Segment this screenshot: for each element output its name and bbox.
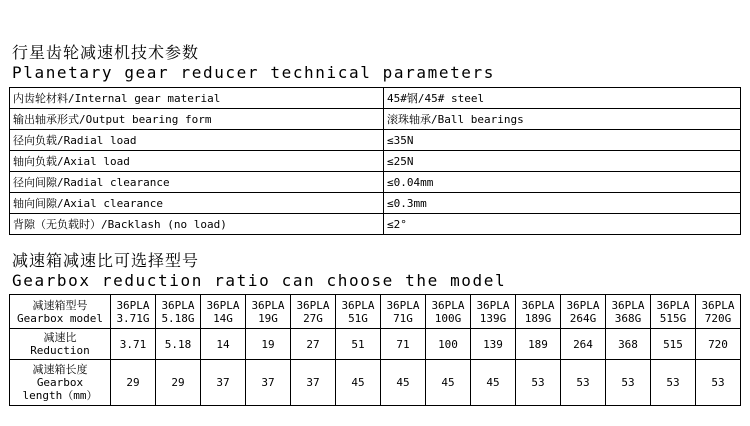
length-cell: 45 (471, 360, 516, 406)
reduction-cell: 368 (606, 329, 651, 360)
length-cell: 45 (426, 360, 471, 406)
model-series: 36PLA (701, 298, 735, 312)
length-cell: 53 (651, 360, 696, 406)
model-ratio: 515G (659, 311, 687, 325)
model-series: 36PLA (611, 298, 645, 312)
model-cell (561, 295, 606, 329)
model-ratio: 51G (348, 311, 368, 325)
model-series: 36PLA (656, 298, 690, 312)
model-cell (156, 295, 201, 329)
reduction-cell: 19 (246, 329, 291, 360)
length-cell: 53 (696, 360, 741, 406)
length-header-en2: length（mm） (22, 389, 98, 402)
model-cell (246, 295, 291, 329)
length-cell: 29 (156, 360, 201, 406)
reduction-row (10, 329, 741, 360)
model-header-cn: 减速箱型号 (32, 298, 88, 312)
reduction-cell: 189 (516, 329, 561, 360)
model-ratio: 5.18G (161, 311, 195, 325)
model-ratio: 14G (213, 311, 233, 325)
params-title-cn: 行星齿轮减速机技术参数 (12, 43, 200, 62)
length-cell: 45 (381, 360, 426, 406)
model-cell (606, 295, 651, 329)
length-header-cell (10, 360, 111, 406)
length-cell: 45 (336, 360, 381, 406)
length-row (10, 360, 741, 406)
reduction-cell: 100 (426, 329, 471, 360)
param-key: 内齿轮材料/Internal gear material (10, 88, 384, 109)
param-value: ≤25N (384, 151, 741, 172)
model-ratio: 368G (614, 311, 642, 325)
length-header-en1: Gearbox (36, 376, 84, 389)
models-title-cn: 减速箱减速比可选择型号 (12, 251, 200, 270)
model-cell (426, 295, 471, 329)
model-header-en: Gearbox model (16, 311, 104, 325)
models-title-en: Gearbox reduction ratio can choose the model (12, 271, 507, 290)
reduction-cell: 27 (291, 329, 336, 360)
model-series: 36PLA (296, 298, 330, 312)
model-ratio: 189G (524, 311, 552, 325)
param-row (10, 214, 741, 235)
reduction-cell: 139 (471, 329, 516, 360)
param-row (10, 109, 741, 130)
model-row (10, 295, 741, 329)
reduction-header-en: Reduction (30, 344, 90, 357)
model-series: 36PLA (341, 298, 375, 312)
model-cell (696, 295, 741, 329)
model-ratio: 71G (393, 311, 413, 325)
model-cell (471, 295, 516, 329)
reduction-cell: 720 (696, 329, 741, 360)
param-key: 径向负载/Radial load (10, 130, 384, 151)
length-cell: 29 (111, 360, 156, 406)
param-value: ≤35N (384, 130, 741, 151)
param-row (10, 130, 741, 151)
reduction-cell: 14 (201, 329, 246, 360)
model-series: 36PLA (251, 298, 285, 312)
param-key: 轴向间隙/Axial clearance (10, 193, 384, 214)
model-series: 36PLA (431, 298, 465, 312)
model-cell (516, 295, 561, 329)
length-cell: 37 (291, 360, 336, 406)
model-ratio: 139G (479, 311, 507, 325)
model-series: 36PLA (161, 298, 195, 312)
reduction-cell: 264 (561, 329, 606, 360)
length-cell: 37 (246, 360, 291, 406)
length-cell: 37 (201, 360, 246, 406)
model-ratio: 100G (434, 311, 462, 325)
technical-parameters-table (9, 87, 741, 235)
param-key: 轴向负载/Axial load (10, 151, 384, 172)
length-cell: 53 (606, 360, 651, 406)
model-ratio: 3.71G (116, 311, 150, 325)
param-row (10, 88, 741, 109)
reduction-cell: 71 (381, 329, 426, 360)
model-ratio: 264G (569, 311, 597, 325)
param-row (10, 193, 741, 214)
length-header-cn: 减速箱长度 (32, 363, 88, 376)
model-series: 36PLA (476, 298, 510, 312)
reduction-cell: 5.18 (156, 329, 201, 360)
model-series: 36PLA (386, 298, 420, 312)
model-cell (651, 295, 696, 329)
model-series: 36PLA (206, 298, 240, 312)
param-key: 背隙（无负载时）/Backlash (no load) (10, 214, 384, 235)
param-key: 输出轴承形式/Output bearing form (10, 109, 384, 130)
model-series: 36PLA (521, 298, 555, 312)
reduction-cell: 515 (651, 329, 696, 360)
model-series: 36PLA (566, 298, 600, 312)
param-row (10, 151, 741, 172)
gearbox-models-table (9, 294, 741, 406)
model-header-cell (10, 295, 111, 329)
model-cell (336, 295, 381, 329)
reduction-cell: 3.71 (111, 329, 156, 360)
reduction-header-cn: 减速比 (43, 331, 77, 344)
model-ratio: 27G (303, 311, 323, 325)
params-title-en: Planetary gear reducer technical parameters (12, 63, 496, 82)
param-value: ≤2° (384, 214, 741, 235)
length-cell: 53 (516, 360, 561, 406)
model-ratio: 720G (704, 311, 732, 325)
model-cell (111, 295, 156, 329)
param-value: 滚珠轴承/Ball bearings (384, 109, 741, 130)
param-key: 径向间隙/Radial clearance (10, 172, 384, 193)
reduction-header-cell (10, 329, 111, 360)
model-cell (381, 295, 426, 329)
param-row (10, 172, 741, 193)
model-series: 36PLA (116, 298, 150, 312)
length-cell: 53 (561, 360, 606, 406)
param-value: ≤0.3mm (384, 193, 741, 214)
reduction-cell: 51 (336, 329, 381, 360)
param-value: 45#钢/45# steel (384, 88, 741, 109)
param-value: ≤0.04mm (384, 172, 741, 193)
model-ratio: 19G (258, 311, 278, 325)
model-cell (291, 295, 336, 329)
model-cell (201, 295, 246, 329)
